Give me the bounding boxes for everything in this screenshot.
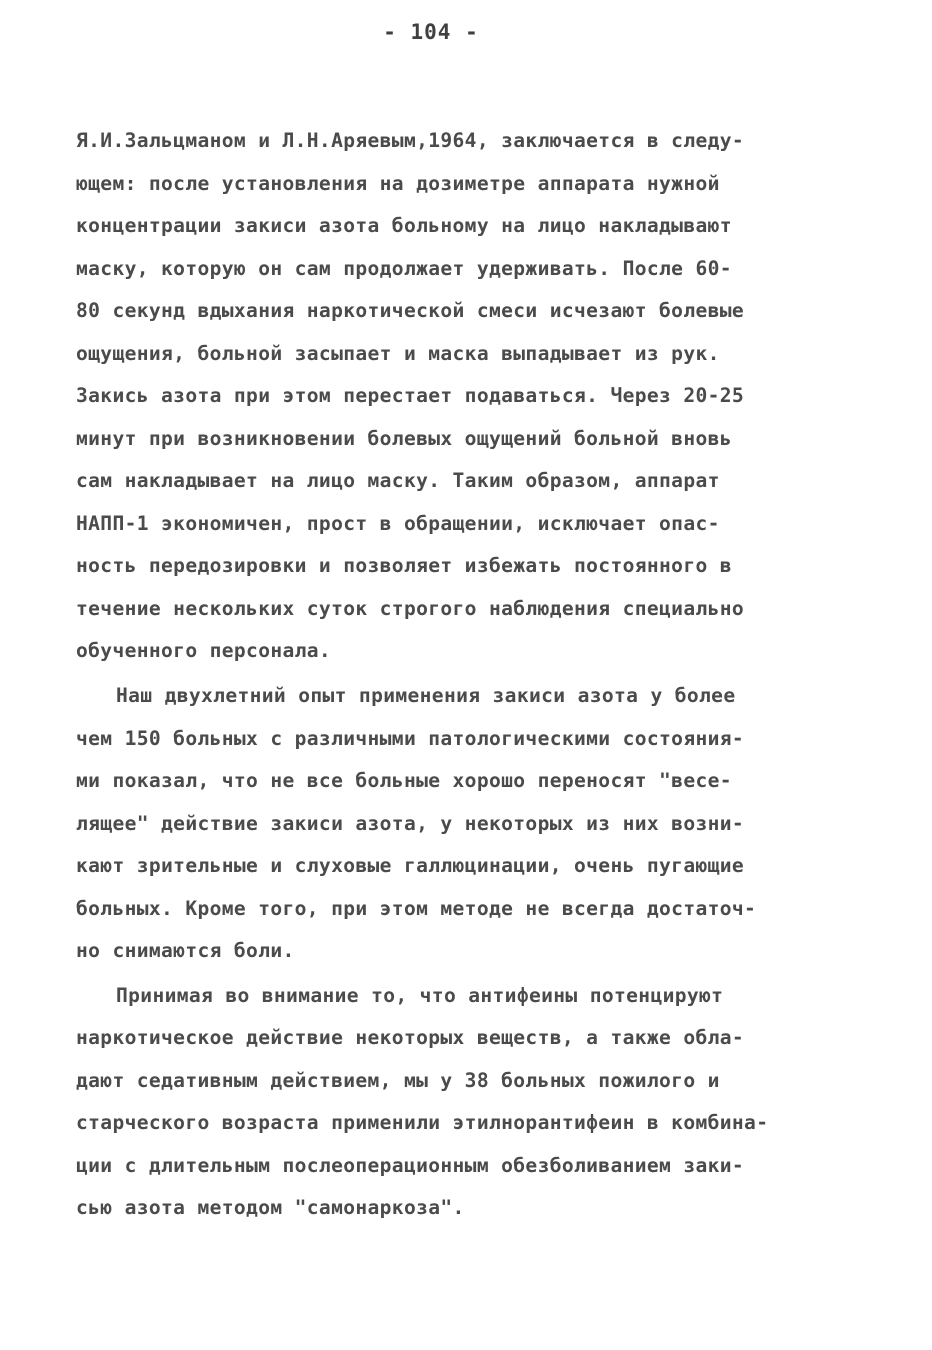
paragraph-3-line-1: Принимая во внимание то, что антифеины потенцируют: [116, 984, 724, 1007]
paragraph-2-line-1: Наш двухлетний опыт применения закиси азота у более: [116, 684, 736, 707]
paragraph-3-line-3: дают седативным действием, мы у 38 больных пожилого и: [76, 1069, 720, 1092]
paragraph-2-line-2: чем 150 больных с различными патологическими состояния-: [76, 727, 745, 750]
paragraph-2-line-3: ми показал, что не все больные хорошо переносят "весе-: [76, 769, 732, 792]
paragraph-1-line-9: сам накладывает на лицо маску. Таким образом, аппарат: [76, 469, 720, 492]
paragraph-1-line-5: 80 секунд вдыхания наркотической смеси исчезают болевые: [76, 299, 745, 322]
paragraph-2-line-6: больных. Кроме того, при этом методе не всегда достаточ-: [76, 897, 757, 920]
page-number: - 104 -: [383, 20, 479, 44]
paragraph-2-line-7: но снимаются боли.: [76, 939, 295, 962]
paragraph-1-line-10: НАПП-1 экономичен, прост в обращении, исключает опас-: [76, 512, 720, 535]
paragraph-3-line-6: сью азота методом "самонаркоза".: [76, 1196, 465, 1219]
paragraph-1-line-12: течение нескольких суток строгого наблюдения специально: [76, 597, 745, 620]
paragraph-3-line-2: наркотическое действие некоторых веществ, а также обла-: [76, 1026, 745, 1049]
paragraph-1-line-1: Я.И.Зальцманом и Л.Н.Аряевым,1964, заключается в следу-: [76, 129, 745, 152]
paragraph-1-line-7: Закись азота при этом перестает подаваться. Через 20-25: [76, 384, 745, 407]
paragraph-1-line-4: маску, которую он сам продолжает удерживать. После 60-: [76, 257, 732, 280]
paragraph-1-line-11: ность передозировки и позволяет избежать постоянного в: [76, 554, 732, 577]
paragraph-1-line-3: концентрации закиси азота больному на лицо накладывают: [76, 214, 732, 237]
paragraph-1-line-8: минут при возникновении болевых ощущений больной вновь: [76, 427, 732, 450]
paragraph-1-line-2: ющем: после установления на дозиметре аппарата нужной: [76, 172, 720, 195]
paragraph-3-line-5: ции с длительным послеоперационным обезболиванием заки-: [76, 1154, 745, 1177]
paragraph-2-line-5: кают зрительные и слуховые галлюцинации, очень пугающие: [76, 854, 745, 877]
paragraph-3-line-4: старческого возраста применили этилнорантифеин в комбина-: [76, 1111, 769, 1134]
paragraph-1-line-13: обученного персонала.: [76, 639, 332, 662]
paragraph-2-line-4: лящее" действие закиси азота, у некоторых из них возни-: [76, 812, 745, 835]
paragraph-1-line-6: ощущения, больной засыпает и маска выпадывает из рук.: [76, 342, 720, 365]
